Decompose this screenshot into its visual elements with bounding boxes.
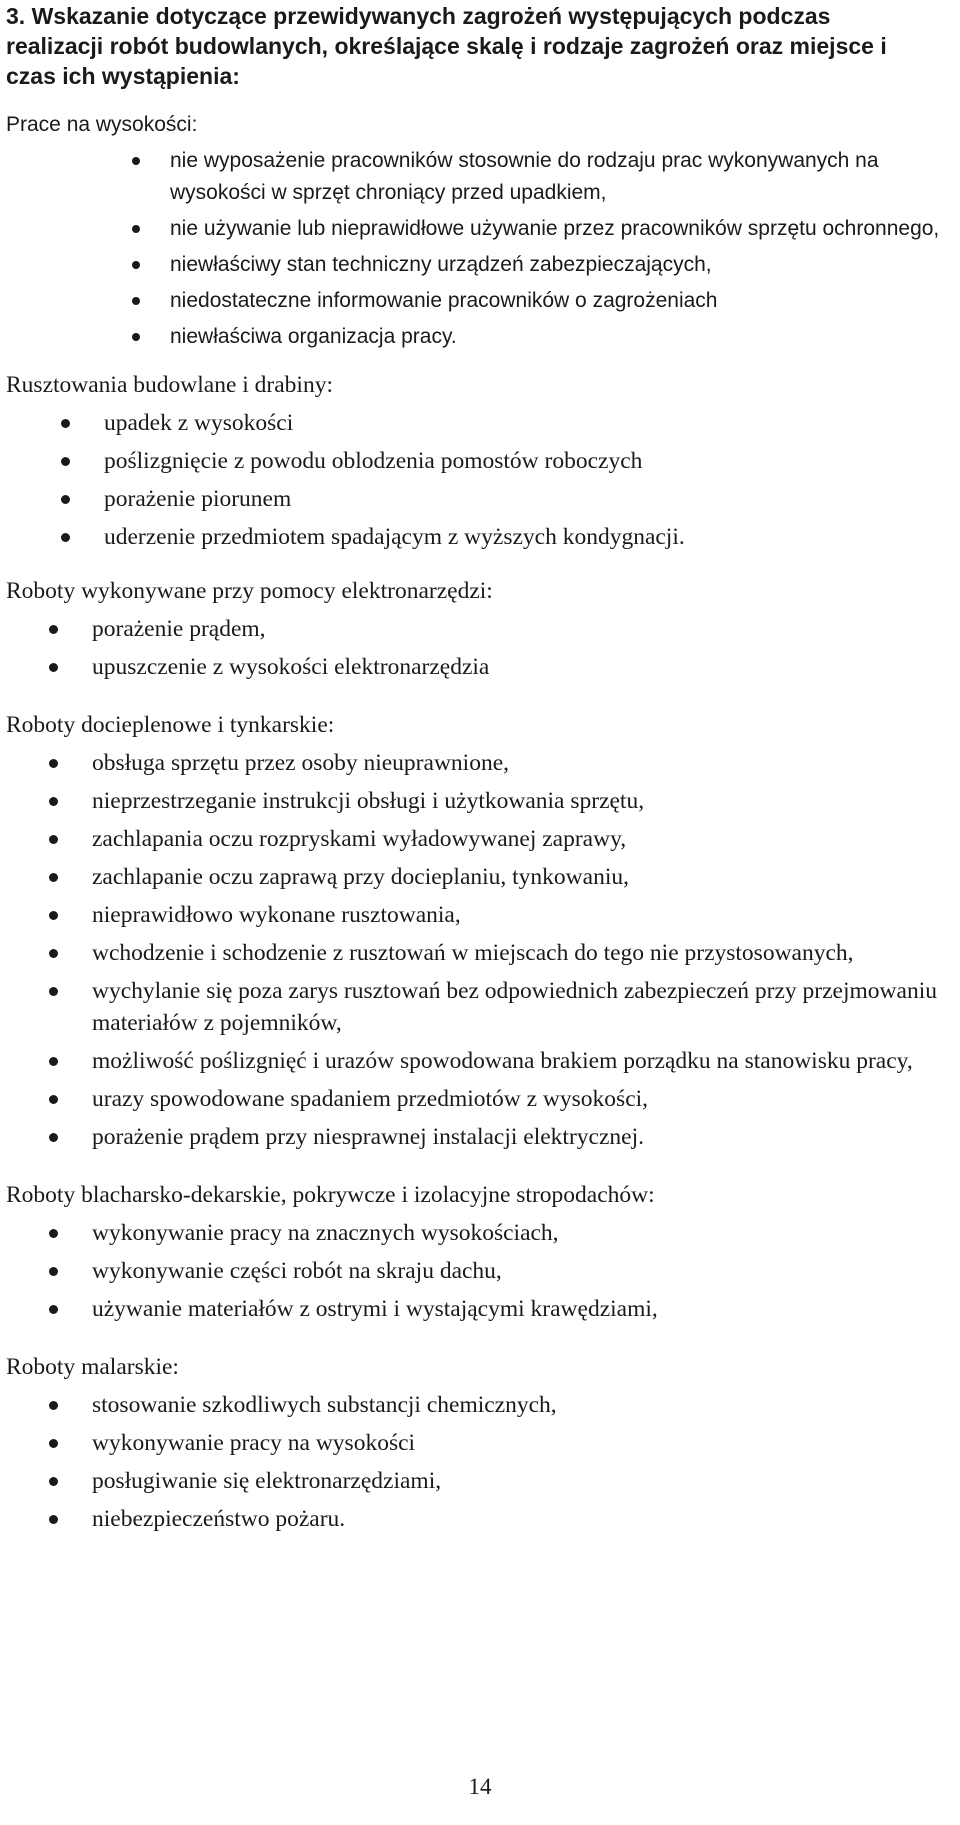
section-power-tools [6,575,954,683]
bullet-icon [49,835,58,844]
list-item-text: poślizgnięcie z powodu oblodzenia pomostów roboczych [104,448,643,474]
section-title: Prace na wysokości: [6,113,198,136]
section-title: Roboty blacharsko-dekarskie, pokrywcze i izolacyjne stropodachów: [6,1182,655,1208]
list-item-text: używanie materiałów z ostrymi i wystającymi krawędziami, [92,1296,658,1322]
bullet-icon [132,333,140,341]
list-item [6,1293,954,1325]
hazard-list [6,145,954,353]
list-item-text: nieprzestrzeganie instrukcji obsługi i użytkowania sprzętu, [92,788,645,814]
bullet-icon [49,1057,58,1066]
bullet-icon [49,1477,58,1486]
list-item-text: obsługa sprzętu przez osoby nieuprawnione, [92,750,509,776]
hazard-list [6,1217,954,1325]
list-item [6,651,954,683]
list-item-text: upadek z wysokości [104,410,294,436]
list-item [6,1503,954,1535]
list-item [6,1045,954,1077]
list-item [6,445,954,477]
bullet-icon [132,297,140,305]
document-page [6,0,954,1825]
bullet-icon [49,663,58,672]
section-title: Roboty wykonywane przy pomocy elektronarzędzi: [6,578,493,604]
section-title: Roboty docieplenowe i tynkarskie: [6,712,335,738]
list-item-text: porażenie prądem, [92,616,266,642]
list-item-text: stosowanie szkodliwych substancji chemicznych, [92,1392,557,1418]
section-work-at-height [6,109,954,353]
bullet-icon [49,1515,58,1524]
section-title: Rusztowania budowlane i drabiny: [6,372,333,398]
bullet-icon [132,225,140,233]
bullet-icon [49,911,58,920]
list-item-text: upuszczenie z wysokości elektronarzędzia [92,654,490,680]
bullet-icon [49,949,58,958]
list-item [6,1389,954,1421]
bullet-icon [132,261,140,269]
bullet-icon [49,1439,58,1448]
list-item [6,1083,954,1115]
list-item-text: nieprawidłowo wykonane rusztowania, [92,902,461,928]
list-item [6,1465,954,1497]
list-item [6,861,954,893]
list-item [6,483,954,515]
list-item [6,213,954,245]
list-item-text: niedostateczne informowanie pracowników o zagrożeniach [170,289,718,312]
list-item-text: nie wyposażenie pracowników stosownie do rodzaju prac wykonywanych na wysokości w sprzęt chroniący przed upadkiem, [170,149,879,204]
list-item-text: wychylanie się poza zarys rusztowań bez odpowiednich zabezpieczeń przy przejmowaniu materiałów z pojemników, [92,978,937,1036]
list-item [6,407,954,439]
bullet-icon [49,1229,58,1238]
list-item [6,321,954,353]
bullet-icon [49,759,58,768]
list-item [6,1427,954,1459]
list-item-text: możliwość poślizgnięć i urazów spowodowana brakiem porządku na stanowisku pracy, [92,1048,913,1074]
list-item [6,1255,954,1287]
list-item-text: wchodzenie i schodzenie z rusztowań w miejscach do tego nie przystosowanych, [92,940,854,966]
list-item [6,1217,954,1249]
list-item [6,145,954,209]
list-item-text: niewłaściwa organizacja pracy. [170,325,457,348]
hazard-list [6,613,954,683]
hazard-list [6,1389,954,1535]
bullet-icon [49,1401,58,1410]
list-item [6,975,954,1039]
bullet-icon [49,797,58,806]
bullet-icon [132,157,140,165]
list-item [6,899,954,931]
list-item [6,1121,954,1153]
list-item-text: wykonywanie pracy na znacznych wysokościach, [92,1220,559,1246]
section-scaffolding-ladders [6,369,954,553]
bullet-icon [49,1267,58,1276]
list-item-text: porażenie piorunem [104,486,292,512]
bullet-icon [61,495,70,504]
list-item [6,823,954,855]
list-item-text: nie używanie lub nieprawidłowe używanie przez pracowników sprzętu ochronnego, [170,217,940,240]
list-item-text: porażenie prądem przy niesprawnej instalacji elektrycznej. [92,1124,644,1150]
list-item [6,285,954,317]
bullet-icon [49,873,58,882]
list-item-text: uderzenie przedmiotem spadającym z wyższych kondygnacji. [104,524,685,550]
list-item-text: niewłaściwy stan techniczny urządzeń zabezpieczających, [170,253,712,276]
bullet-icon [61,457,70,466]
bullet-icon [49,987,58,996]
bullet-icon [49,1305,58,1314]
page-number: 14 [468,1774,492,1799]
bullet-icon [49,1133,58,1142]
bullet-icon [49,625,58,634]
hazard-list [6,747,954,1153]
list-item-text: zachlapanie oczu zaprawą przy docieplaniu, tynkowaniu, [92,864,629,890]
list-item [6,249,954,281]
section-title: Roboty malarskie: [6,1354,179,1380]
section-painting [6,1351,954,1535]
list-item-text: wykonywanie pracy na wysokości [92,1430,416,1456]
list-item [6,747,954,779]
hazard-list [6,407,954,553]
bullet-icon [49,1095,58,1104]
list-item-text: zachlapania oczu rozpryskami wyładowywanej zaprawy, [92,826,627,852]
list-item [6,521,954,553]
bullet-icon [61,419,70,428]
section-heading: 3. Wskazanie dotyczące przewidywanych zagrożeń występujących podczas realizacji robót budowlanych, określające skalę i rodzaje zagrożeń oraz miejsce i czas ich wystąpienia: [6,3,887,89]
list-item [6,785,954,817]
list-item-text: urazy spowodowane spadaniem przedmiotów z wysokości, [92,1086,649,1112]
list-item [6,613,954,645]
list-item-text: wykonywanie części robót na skraju dachu, [92,1258,502,1284]
list-item [6,937,954,969]
section-insulation-plastering [6,709,954,1153]
list-item-text: posługiwanie się elektronarzędziami, [92,1468,442,1494]
section-roofing [6,1179,954,1325]
list-item-text: niebezpieczeństwo pożaru. [92,1506,346,1532]
bullet-icon [61,533,70,542]
